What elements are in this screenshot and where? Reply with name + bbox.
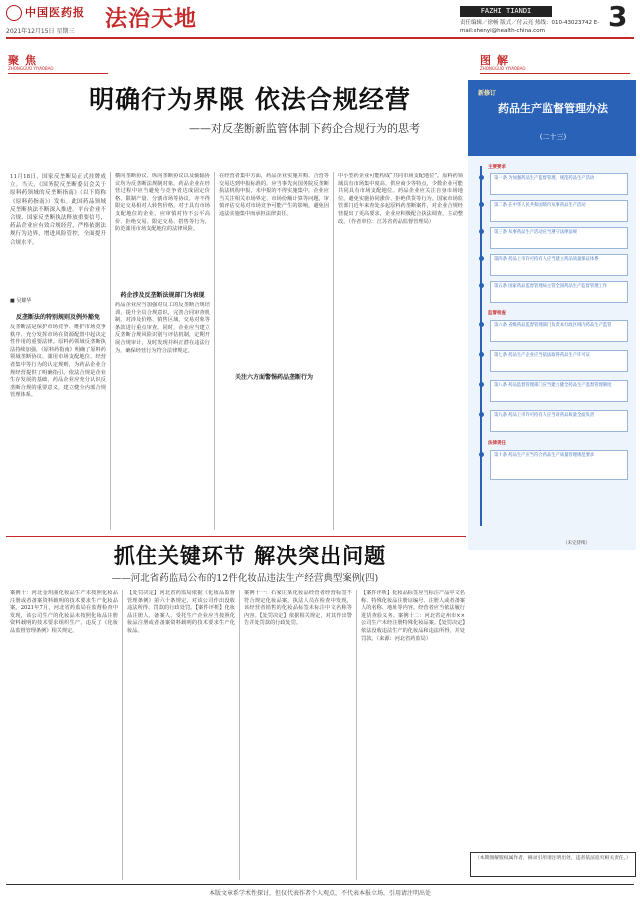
article1-subtitle-1: 反垄断法的特别规则及例外豁免	[15, 314, 100, 321]
infographic-subtitle: (二十三)	[539, 133, 567, 141]
editor-credits: 责任编辑／徐畅 版式／付云亮 热线：010-43023742 E-mail:shenyi@health-china.com	[460, 20, 600, 34]
column-divider	[122, 590, 123, 880]
timeline-dot	[479, 202, 484, 207]
timeline-dot	[479, 256, 484, 261]
timeline-axis	[480, 166, 482, 526]
article1-column-5: 中小型药企业可能构成“共同市场支配地位”。原料药领域具有市场集中度高、供应商少等特点，少数企业可能共同具有市场支配地位。药品企业应关注自身市场地位，避免实施协同涨价、拒绝供货等行为。国家市场监管部门近年来查处多起原料药垄断案件，对企业合规经营提出了更高要求，企业应积极配合执法调查，主动整改。（作者单位：江苏省药品监督管理局）	[338, 173, 463, 225]
graphic-tag-pinyin: ZHONGGUO YIYAOBAO	[480, 66, 526, 71]
page-number: 3	[608, 0, 628, 33]
info-card: 第十条 药品生产应当符合药品生产质量管理规范要求	[490, 450, 628, 480]
article1-column-2: 横向垄断协议、纵向垄断协议以及轴辐协议均为反垄断法规制对象。药品企业在经营过程中应当避免与竞争者达成固定价格、限制产量、分割市场等协议，亦不得限定交易相对人转售价格。对于具有市场支配地位的企业，应审慎对待不公平高价、拒绝交易、限定交易、搭售等行为，防范滥用市场支配地位的法律风险。	[115, 173, 210, 233]
article2-column-2: 【处罚决定】河北省药监局依据《化妆品监督管理条例》第六十条规定，对该公司作出没收违法所得、罚款的行政处罚。【案件评析】化妆品注册人、备案人、受托生产企业应当按照化妆品注册或者备案资料载明的技术要求生产化妆品。	[127, 590, 235, 634]
focus-underline	[8, 73, 108, 74]
focus-tag: 聚焦	[8, 54, 42, 67]
infographic-label: 法律责任	[488, 441, 506, 446]
article2-column-3: 案例十一：石家庄某化妆品经营者经营标签不符合规定化妆品案。执法人员在检查中发现，该经营者销售的化妆品标签未标注中文名称等内容。【处罚决定】依据相关规定，对其作出警告并处罚款的行政处罚。	[244, 590, 352, 627]
timeline-dot	[479, 452, 484, 457]
article1-subtitle-2: 药企涉及反垄断法规部门为表现	[120, 292, 205, 299]
timeline-dot	[479, 412, 484, 417]
top-divider	[6, 37, 634, 39]
timeline-dot	[479, 352, 484, 357]
infographic-panel	[468, 80, 636, 550]
info-card: 第五条 国家药品监督管理局主管全国药品生产监督管理工作	[490, 281, 628, 303]
author-name: ■ 吴耀华	[10, 298, 32, 304]
logo-text: 中国医药报	[25, 6, 85, 19]
timeline-dot	[479, 175, 484, 180]
section-pinyin: FAZHI TIANDI	[460, 6, 552, 17]
infographic-credit: （未完待续）	[563, 541, 590, 546]
article1-column-3: 药品企业应当加强对员工的反垄断合规培训，提升全员合规意识，完善合同审查机制，对涉及价格、销售区域、交易对象等条款进行重点审查。同时，企业应当建立反垄断合规风险识别与评估机制，定期开展合规审计，及时发现并纠正潜在违法行为，确保经营行为符合法律规定。	[115, 302, 210, 354]
newspaper-logo	[6, 4, 94, 20]
timeline-dot	[479, 283, 484, 288]
issue-date: 2021年12月15日 星期三	[6, 28, 75, 35]
column-divider	[333, 172, 334, 530]
infographic-badge: 新修订	[478, 90, 497, 97]
article1-lede: 11月18日，国家反垄断局正式挂牌成立。当天，《国务院反垄断委员会关于原料药领域的反垄断指南》（以下简称《原料药指南》）发布。此国药品领域反垄断执法不断深入推进。平台企业不合规、国家反垄断执法释放重要信号，药品企业应有效合规经营，严格依据法规行为边界，增进风险管控，全面提升合规水平。	[10, 174, 106, 246]
article1-author	[10, 297, 31, 304]
info-card: 第六条 省级药品监督管理部门负责本行政区域内药品生产监管	[490, 320, 628, 342]
info-card: 第二条 在中华人民共和国境内从事药品生产活动	[490, 200, 628, 222]
page-footer: 本版文章系学术性探讨，但仅代表作者个人观点，不代表本报立场，引用请注明出处	[208, 890, 431, 897]
column-divider	[356, 590, 357, 880]
article2-headline: 抓住关键环节 解决突出问题	[113, 543, 387, 568]
info-card: 第九条 药品上市许可持有人应当对药品质量全面负责	[490, 410, 628, 432]
bottom-divider	[6, 884, 634, 885]
article1-subtitle-3: 关注六方面警惕药品垄断行为	[234, 374, 313, 381]
timeline-dot	[479, 322, 484, 327]
info-card: 第一条 为加强药品生产监督管理，规范药品生产活动	[490, 173, 628, 195]
focus-tag-pinyin: ZHONGGUO YIYAOBAO	[8, 66, 54, 71]
timeline-dot	[479, 229, 484, 234]
column-divider	[239, 590, 240, 880]
editor-note-box: （本期图解版权属作者，摘录引用请注明出处，违者依法追究相关责任。）	[470, 852, 636, 877]
timeline-dot	[479, 382, 484, 387]
graphic-underline	[480, 73, 630, 74]
article2-column-4: 【案件评析】化妆品标签应当标注产品中文名称、特殊化妆品注册证编号、注册人或者备案人的名称、地址等内容。经营者应当依法履行进货查验义务。案例十二：河北省定州市××公司生产未经注册特殊化妆品案。【处罚决定】依法没收违法生产的化妆品和违法所得，并处罚款。（来源：河北省药监局）	[361, 590, 465, 642]
logo-seal-icon	[6, 5, 22, 21]
info-card: 第四条 药品上市许可持有人应当建立药品质量保证体系	[490, 254, 628, 276]
article1-column-4: 在经营者集中方面，药品企业实施并购、合营等交易达到申报标准的，应当事先向国务院反垄断执法机构申报，未申报的不得实施集中。企业应当关注相关市场界定、市场份额计算等问题，审慎评估交易对市场竞争可能产生的影响，避免因违法实施集中而承担法律责任。	[219, 173, 329, 217]
column-divider	[214, 172, 215, 530]
infographic-label: 主要要求	[488, 165, 506, 170]
infographic-title: 药品生产监督管理办法	[498, 102, 608, 115]
article2-column-1: 案例十：河北金玥曲化妆品生产未按照化妆品注册或者备案资料载明的技术要求生产化妆品案。2021年7月，河北省药监局在监督检查中发现，该公司生产的化妆品未按照化妆品注册资料载明的技术要求组织生产，违反了《化妆品监督管理条例》相关规定。	[10, 590, 118, 634]
info-card: 第三条 从事药品生产活动应当遵守法律法规	[490, 227, 628, 249]
article1-headline: 明确行为界限 依法合规经营	[89, 85, 411, 114]
article1-subhead: ——对反垄断新监管体制下药企合规行为的思考	[189, 122, 420, 135]
middle-divider	[6, 536, 466, 537]
section-title: 法治天地	[105, 7, 198, 32]
column-divider	[110, 172, 111, 530]
article1-column-1: 反垄断法是保护市场竞争、维护市场竞争秩序、充分发挥市场在资源配置中起决定性作用的重要法律。原料药领域反垄断执法持续加强，《原料药指南》明确了原料药领域垄断协议、滥用市场支配地位、经营者集中等行为的认定规则，为药品企业合规经营提供了明确指引。依法合规是企业生存发展的基础，药品企业应充分认识反垄断合规的重要意义，建立健全内部合规管理体系。	[10, 324, 106, 399]
article2-subhead: ——河北省药监局公布的12件化妆品违法生产经营典型案例(四)	[111, 573, 379, 584]
info-card: 第七条 药品生产企业应当依法取得药品生产许可证	[490, 350, 628, 372]
info-card: 第八条 药品监督管理部门应当建立健全药品生产监督管理制度	[490, 380, 628, 402]
infographic-label: 监督检查	[488, 311, 506, 316]
infographic-header	[468, 80, 636, 156]
graphic-tag: 图解	[480, 54, 514, 67]
